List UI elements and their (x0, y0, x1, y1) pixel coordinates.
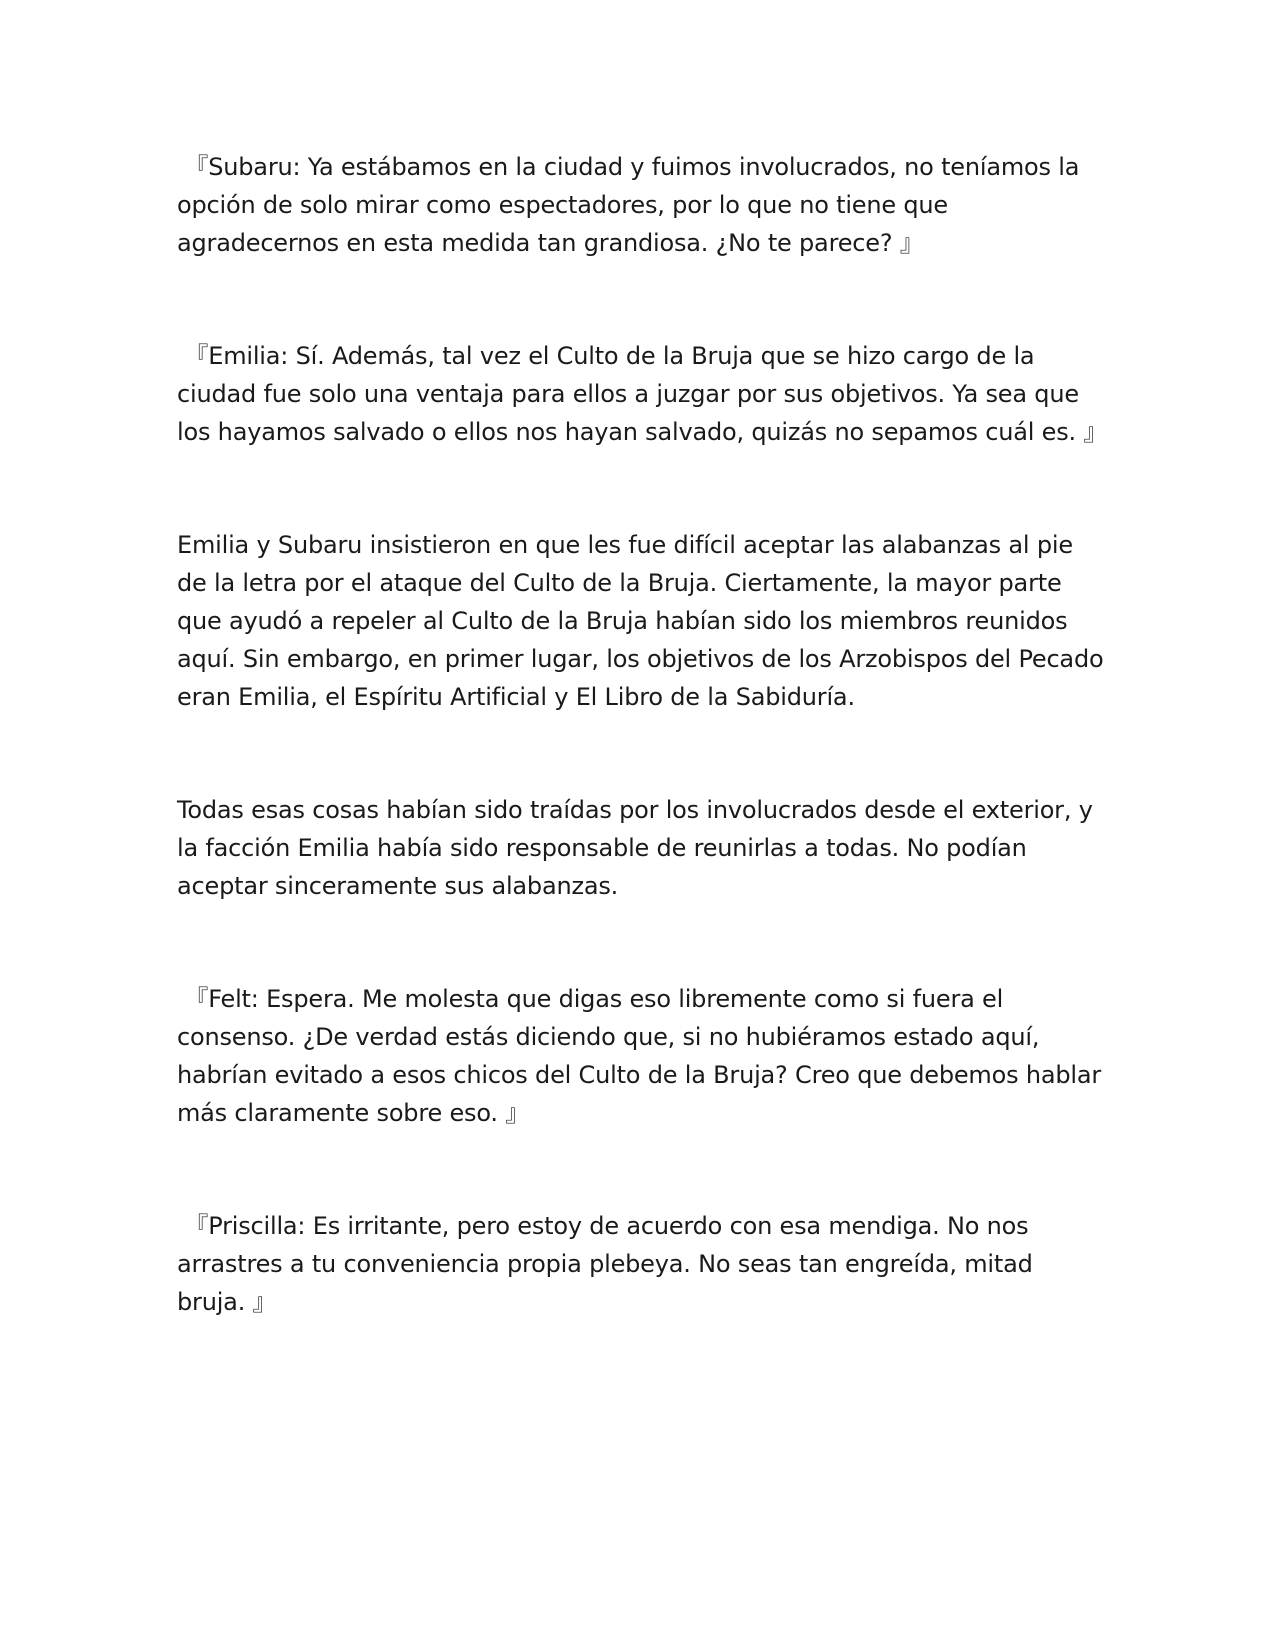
paragraph-spacer (177, 1132, 1107, 1207)
document-body (177, 148, 1107, 1321)
narration-paragraph-2: Todas esas cosas habían sido traídas por los involucrados desde el exterior, y la facción Emilia había sido responsable de reunirlas a todas. No podían aceptar sinceramente sus alabanzas. (177, 796, 1093, 900)
paragraph-spacer (177, 451, 1107, 526)
dialogue-felt: 『Felt: Espera. Me molesta que digas eso libremente como si fuera el consenso. ¿De verdad estás diciendo que, si no hubiéramos estado aquí, habrían evitado a esos chicos del Culto de la Bruja? Creo que debemos hablar más claramente sobre eso. 』 (177, 985, 1102, 1127)
dialogue-priscilla: 『Priscilla: Es irritante, pero estoy de acuerdo con esa mendiga. No nos arrastres a tu conveniencia propia plebeya. No seas tan engreída, mitad bruja. 』 (177, 1212, 1033, 1316)
paragraph-spacer (177, 262, 1107, 337)
dialogue-emilia: 『Emilia: Sí. Además, tal vez el Culto de la Bruja que se hizo cargo de la ciudad fue solo una ventaja para ellos a juzgar por sus objetivos. Ya sea que los hayamos salvado o ellos nos hayan salvado, quizás no sepamos cuál es. 』 (177, 342, 1108, 446)
narration-paragraph-1: Emilia y Subaru insistieron en que les fue difícil aceptar las alabanzas al pie de la letra por el ataque del Culto de la Bruja. Ciertamente, la mayor parte que ayudó a repeler al Culto de la Bruja habían sido los miembros reunidos aquí. Sin embargo, en primer lugar, los objetivos de los Arzobispos del Pecado eran Emilia, el Espíritu Artificial y El Libro de la Sabiduría. (177, 531, 1104, 711)
paragraph-spacer (177, 905, 1107, 980)
paragraph-spacer (177, 716, 1107, 791)
dialogue-subaru: 『Subaru: Ya estábamos en la ciudad y fuimos involucrados, no teníamos la opción de solo mirar como espectadores, por lo que no tiene que agradecernos en esta medida tan grandiosa. ¿No te parece? 』 (177, 153, 1080, 257)
